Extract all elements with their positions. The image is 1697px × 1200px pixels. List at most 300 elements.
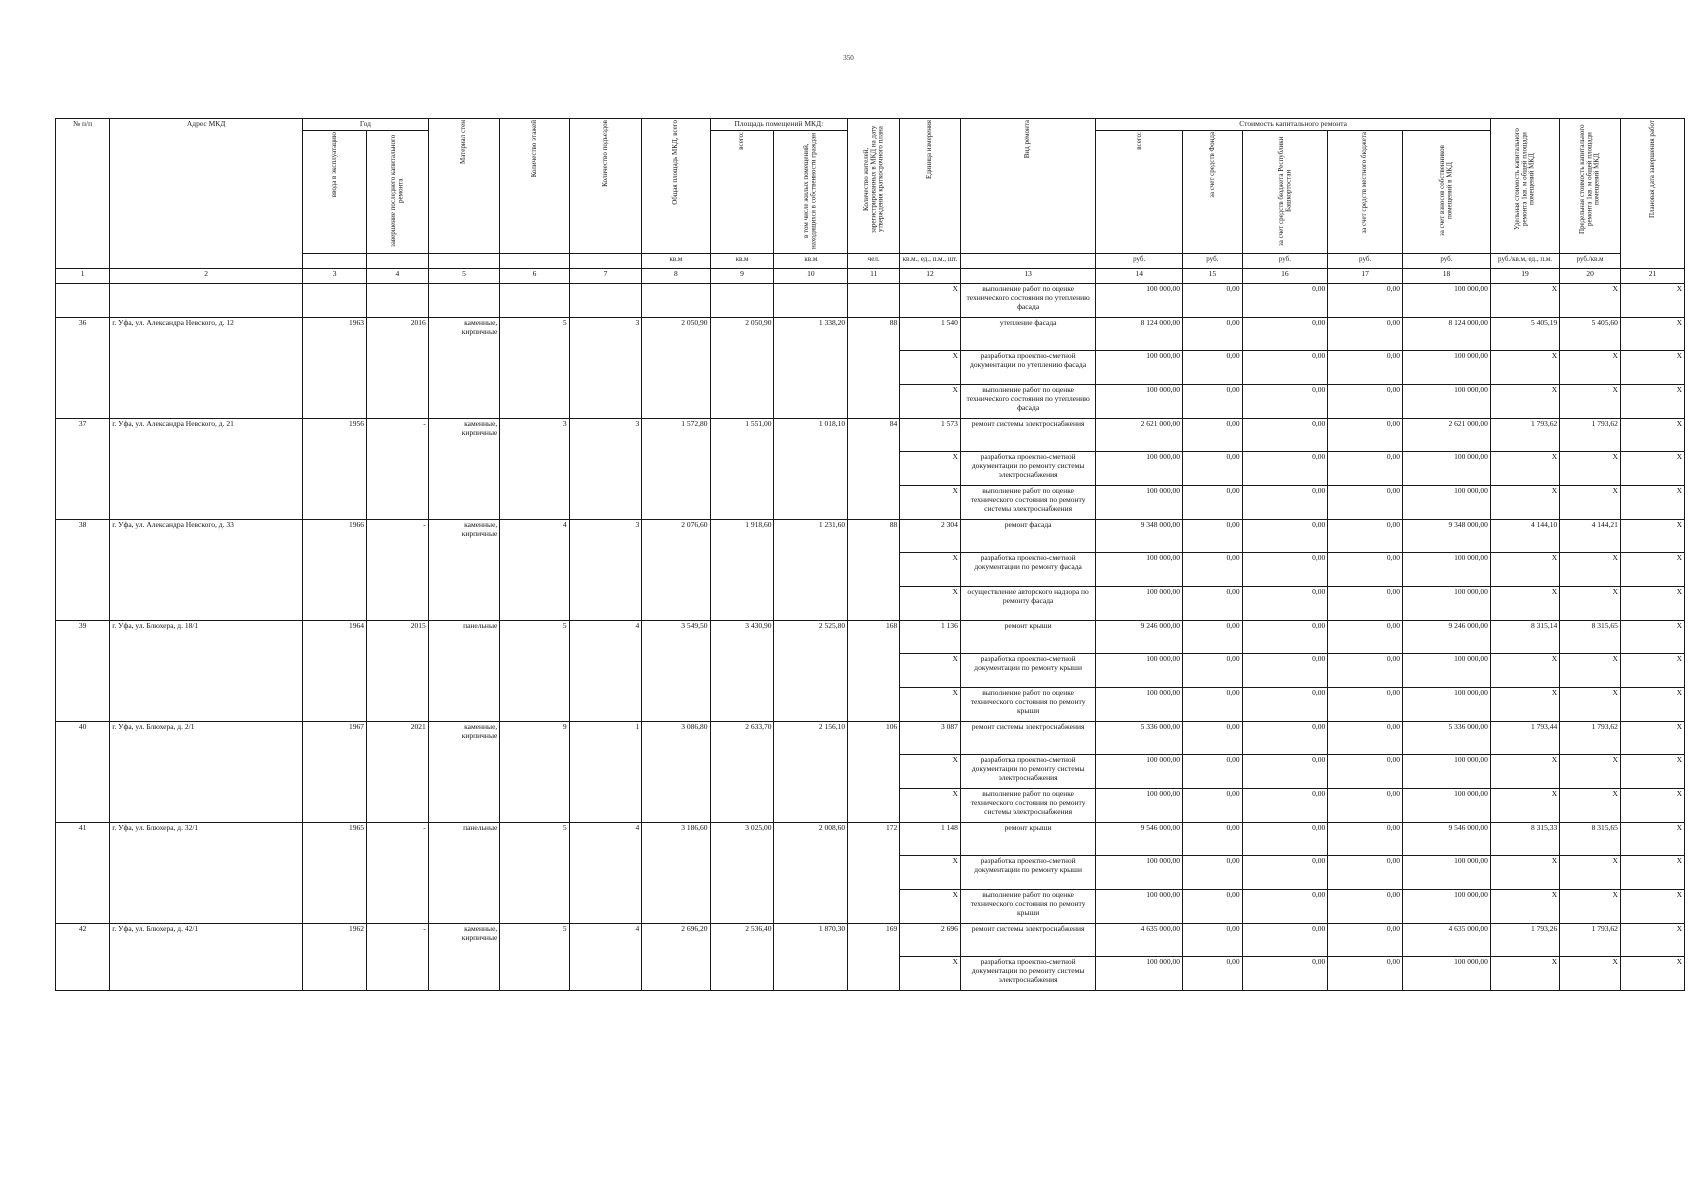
cost-owners-cell: 9 546 000,00 [1403,823,1491,856]
cost-local-cell: 0,00 [1328,385,1403,419]
repair-type-cell: ремонт фасада [960,520,1095,553]
cost-republic-cell: 0,00 [1242,856,1328,890]
premises-total-cell: 1 918,60 [710,520,774,621]
planned-date-cell: X [1620,621,1684,654]
year-last-repair-cell: - [367,823,429,924]
premises-residential-cell: 1 018,10 [774,419,848,520]
cost-local-cell: 0,00 [1328,654,1403,688]
cost-republic-cell: 0,00 [1242,890,1328,924]
unit-amount-cell: 1 540 [900,318,961,351]
entrances-cell: 3 [569,520,642,621]
cost-fund-cell: 0,00 [1183,722,1243,755]
column-number-cell: 6 [500,269,569,284]
cost-owners-cell: 100 000,00 [1403,385,1491,419]
header-premises-total: всего: [710,130,774,254]
header-unit-measure: Единица измерения [900,119,961,254]
cost-local-cell: 0,00 [1328,856,1403,890]
max-cost-cell: X [1560,755,1621,789]
repair-type-cell: выполнение работ по оценке технического состояния по ремонту системы электроснабжения [960,789,1095,823]
table-row [56,284,1685,318]
planned-date-cell: X [1620,587,1684,621]
cost-republic-cell: 0,00 [1242,318,1328,351]
year-last-repair-cell: 2016 [367,318,429,419]
cost-local-cell: 0,00 [1328,587,1403,621]
header-max-cost: Предельная стоимость капитального ремонта 1кв. м общей площади помещений МКД [1560,119,1621,254]
cost-owners-cell: 100 000,00 [1403,351,1491,385]
column-number-cell: 21 [1620,269,1684,284]
unit-cost-cell: X [1490,385,1559,419]
unit-amount-cell: X [900,587,961,621]
repair-type-cell: осуществление авторского надзора по ремонту фасада [960,587,1095,621]
year-last-repair-cell: 2015 [367,621,429,722]
unit-cell: руб. [1096,254,1183,269]
row-number: 42 [56,924,110,991]
wall-material-cell [428,284,500,318]
unit-cost-cell: X [1490,587,1559,621]
cost-republic-cell: 0,00 [1242,351,1328,385]
cost-local-cell: 0,00 [1328,755,1403,789]
max-cost-cell: X [1560,856,1621,890]
premises-total-cell: 2 050,90 [710,318,774,419]
repair-type-cell: выполнение работ по оценке технического состояния по ремонту крыши [960,688,1095,722]
unit-amount-cell: X [900,385,961,419]
column-number-cell: 17 [1328,269,1403,284]
residents-cell: 88 [848,520,900,621]
max-cost-cell: X [1560,688,1621,722]
repair-type-cell: разработка проектно-сметной документации по ремонту крыши [960,654,1095,688]
column-number-cell: 4 [367,269,429,284]
year-last-repair-cell: - [367,419,429,520]
unit-cost-cell: 1 793,62 [1490,419,1559,452]
header-address: Адрес МКД [110,119,303,269]
unit-amount-cell: 3 087 [900,722,961,755]
year-last-repair-cell: 2021 [367,722,429,823]
address-cell [110,284,303,318]
repair-type-cell: разработка проектно-сметной документации по ремонту фасада [960,553,1095,587]
cost-total-cell: 100 000,00 [1096,789,1183,823]
cost-republic-cell: 0,00 [1242,385,1328,419]
wall-material-cell: каменные, кирпичные [428,722,500,823]
year-last-repair-cell [367,284,429,318]
planned-date-cell: X [1620,957,1684,991]
year-commissioning-cell: 1964 [303,621,367,722]
cost-republic-cell: 0,00 [1242,924,1328,957]
address-cell: г. Уфа, ул. Блюхера, д. 32/1 [110,823,303,924]
column-number-cell: 11 [848,269,900,284]
entrances-cell: 1 [569,722,642,823]
unit-cell [367,254,429,269]
cost-fund-cell: 0,00 [1183,385,1243,419]
unit-amount-cell: 2 304 [900,520,961,553]
cost-republic-cell: 0,00 [1242,419,1328,452]
repair-type-cell: ремонт системы электроснабжения [960,924,1095,957]
planned-date-cell: X [1620,856,1684,890]
planned-date-cell: X [1620,284,1684,318]
cost-local-cell: 0,00 [1328,419,1403,452]
cost-republic-cell: 0,00 [1242,486,1328,520]
year-commissioning-cell: 1956 [303,419,367,520]
address-cell: г. Уфа, ул. Блюхера, д. 18/1 [110,621,303,722]
column-number-cell: 9 [710,269,774,284]
header-cost-local: за счет средств местного бюджета [1328,130,1403,254]
cost-fund-cell: 0,00 [1183,755,1243,789]
repair-type-cell: ремонт крыши [960,621,1095,654]
header-cost-group: Стоимость капитального ремонта [1096,119,1491,131]
address-cell: г. Уфа, ул. Блюхера, д. 42/1 [110,924,303,991]
total-area-cell [642,284,710,318]
header-unit-cost: Удельная стоимость капитального ремонта 1кв. м общей площади помещений МКД [1490,119,1559,254]
table-row [56,419,1685,452]
row-number [56,284,110,318]
cost-local-cell: 0,00 [1328,890,1403,924]
header-floors: Количество этажей [500,119,569,254]
unit-amount-cell: 1 148 [900,823,961,856]
cost-total-cell: 8 124 000,00 [1096,318,1183,351]
floors-cell [500,284,569,318]
entrances-cell: 3 [569,318,642,419]
residents-cell: 84 [848,419,900,520]
header-premises-group: Площадь помещений МКД: [710,119,848,131]
premises-total-cell: 2 633,70 [710,722,774,823]
header-repair-type: Вид ремонта [960,119,1095,254]
cost-republic-cell: 0,00 [1242,284,1328,318]
cost-local-cell: 0,00 [1328,688,1403,722]
repair-type-cell: ремонт системы электроснабжения [960,419,1095,452]
unit-cell: руб. [1403,254,1491,269]
max-cost-cell: X [1560,486,1621,520]
planned-date-cell: X [1620,890,1684,924]
table-row [56,318,1685,351]
cost-total-cell: 4 635 000,00 [1096,924,1183,957]
premises-residential-cell: 1 338,20 [774,318,848,419]
repair-type-cell: выполнение работ по оценке технического состояния по ремонту системы электроснабжения [960,486,1095,520]
page-number: 350 [843,54,854,62]
cost-owners-cell: 5 336 000,00 [1403,722,1491,755]
unit-amount-cell: X [900,486,961,520]
address-cell: г. Уфа, ул. Александра Невского, д. 12 [110,318,303,419]
header-cost-fund: за счет средств Фонда [1183,130,1243,254]
cost-local-cell: 0,00 [1328,924,1403,957]
cost-total-cell: 100 000,00 [1096,856,1183,890]
premises-residential-cell: 2 008,60 [774,823,848,924]
unit-cell: руб. [1328,254,1403,269]
cost-local-cell: 0,00 [1328,318,1403,351]
year-last-repair-cell: - [367,924,429,991]
planned-date-cell: X [1620,419,1684,452]
max-cost-cell: X [1560,654,1621,688]
repair-type-cell: выполнение работ по оценке технического состояния по утеплению фасада [960,284,1095,318]
unit-cost-cell: X [1490,755,1559,789]
address-cell: г. Уфа, ул. Александра Невского, д. 33 [110,520,303,621]
table-row [56,924,1685,957]
unit-cell: руб./кв.м, ед., п.м. [1490,254,1559,269]
unit-amount-cell: X [900,957,961,991]
cost-owners-cell: 100 000,00 [1403,789,1491,823]
repair-type-cell: выполнение работ по оценке технического состояния по ремонту крыши [960,890,1095,924]
max-cost-cell: 4 144,21 [1560,520,1621,553]
planned-date-cell: X [1620,452,1684,486]
repair-type-cell: ремонт системы электроснабжения [960,722,1095,755]
cost-total-cell: 100 000,00 [1096,486,1183,520]
planned-date-cell: X [1620,823,1684,856]
cost-republic-cell: 0,00 [1242,553,1328,587]
max-cost-cell: 5 405,60 [1560,318,1621,351]
unit-cost-cell: 5 405,19 [1490,318,1559,351]
unit-cost-cell: X [1490,351,1559,385]
cost-total-cell: 2 621 000,00 [1096,419,1183,452]
cost-owners-cell: 9 246 000,00 [1403,621,1491,654]
wall-material-cell: каменные, кирпичные [428,924,500,991]
unit-amount-cell: 1 573 [900,419,961,452]
residents-cell: 169 [848,924,900,991]
cost-republic-cell: 0,00 [1242,957,1328,991]
unit-cost-cell: X [1490,654,1559,688]
floors-cell: 9 [500,722,569,823]
cost-owners-cell: 100 000,00 [1403,587,1491,621]
cost-fund-cell: 0,00 [1183,419,1243,452]
planned-date-cell: X [1620,385,1684,419]
unit-cell: руб. [1183,254,1243,269]
cost-fund-cell: 0,00 [1183,587,1243,621]
column-numbers-row [56,269,1685,284]
max-cost-cell: 1 793,62 [1560,419,1621,452]
total-area-cell: 3 549,50 [642,621,710,722]
cost-local-cell: 0,00 [1328,789,1403,823]
unit-cost-cell: X [1490,789,1559,823]
unit-cell: чел. [848,254,900,269]
cost-owners-cell: 9 348 000,00 [1403,520,1491,553]
cost-owners-cell: 100 000,00 [1403,957,1491,991]
cost-owners-cell: 100 000,00 [1403,553,1491,587]
floors-cell: 4 [500,520,569,621]
total-area-cell: 2 696,20 [642,924,710,991]
cost-owners-cell: 100 000,00 [1403,486,1491,520]
max-cost-cell: X [1560,385,1621,419]
unit-amount-cell: X [900,284,961,318]
unit-cell [500,254,569,269]
premises-residential-cell [774,284,848,318]
residents-cell: 88 [848,318,900,419]
unit-amount-cell: X [900,890,961,924]
unit-cell [960,254,1095,269]
header-cost-total: всего: [1096,130,1183,254]
total-area-cell: 2 076,60 [642,520,710,621]
floors-cell: 5 [500,318,569,419]
repair-type-cell: разработка проектно-сметной документации по ремонту системы электроснабжения [960,755,1095,789]
residents-cell: 168 [848,621,900,722]
planned-date-cell: X [1620,351,1684,385]
planned-date-cell: X [1620,553,1684,587]
premises-residential-cell: 1 231,60 [774,520,848,621]
unit-cost-cell: X [1490,284,1559,318]
cost-fund-cell: 0,00 [1183,318,1243,351]
cost-fund-cell: 0,00 [1183,553,1243,587]
max-cost-cell: X [1560,553,1621,587]
header-planned-date: Плановая дата завершения работ [1620,119,1684,269]
max-cost-cell: X [1560,284,1621,318]
cost-republic-cell: 0,00 [1242,654,1328,688]
unit-amount-cell: 2 696 [900,924,961,957]
cost-owners-cell: 100 000,00 [1403,856,1491,890]
cost-republic-cell: 0,00 [1242,823,1328,856]
planned-date-cell: X [1620,924,1684,957]
floors-cell: 5 [500,823,569,924]
cost-republic-cell: 0,00 [1242,755,1328,789]
cost-owners-cell: 100 000,00 [1403,688,1491,722]
cost-fund-cell: 0,00 [1183,688,1243,722]
repair-type-cell: утепление фасада [960,318,1095,351]
cost-local-cell: 0,00 [1328,452,1403,486]
entrances-cell: 4 [569,924,642,991]
entrances-cell: 4 [569,621,642,722]
planned-date-cell: X [1620,789,1684,823]
header-residents: Количество жителей, зарегистрированных в МКД на дату утверждения краткосрочного плана [848,119,900,254]
planned-date-cell: X [1620,520,1684,553]
header-year-commissioning: ввода в эксплуатацию [303,130,367,254]
column-number-cell: 1 [56,269,110,284]
cost-local-cell: 0,00 [1328,722,1403,755]
cost-owners-cell: 100 000,00 [1403,755,1491,789]
wall-material-cell: панельные [428,621,500,722]
cost-total-cell: 100 000,00 [1096,553,1183,587]
capital-repair-table [55,118,1685,991]
entrances-cell [569,284,642,318]
cost-fund-cell: 0,00 [1183,856,1243,890]
row-number: 37 [56,419,110,520]
floors-cell: 5 [500,621,569,722]
column-number-cell: 5 [428,269,500,284]
premises-total-cell: 3 025,00 [710,823,774,924]
cost-fund-cell: 0,00 [1183,520,1243,553]
max-cost-cell: X [1560,452,1621,486]
row-number: 38 [56,520,110,621]
max-cost-cell: 1 793,62 [1560,924,1621,957]
unit-cell: кв.м., ед., п.м., шт. [900,254,961,269]
unit-cost-cell: X [1490,957,1559,991]
cost-fund-cell: 0,00 [1183,351,1243,385]
unit-cost-cell: X [1490,688,1559,722]
premises-total-cell: 3 430,90 [710,621,774,722]
table-body [56,284,1685,991]
cost-total-cell: 9 348 000,00 [1096,520,1183,553]
unit-cell: руб./кв.м [1560,254,1621,269]
cost-total-cell: 100 000,00 [1096,654,1183,688]
max-cost-cell: X [1560,789,1621,823]
unit-amount-cell: X [900,452,961,486]
planned-date-cell: X [1620,486,1684,520]
unit-amount-cell: X [900,856,961,890]
unit-cost-cell: X [1490,486,1559,520]
unit-cell [569,254,642,269]
planned-date-cell: X [1620,318,1684,351]
entrances-cell: 4 [569,823,642,924]
cost-republic-cell: 0,00 [1242,789,1328,823]
repair-type-cell: выполнение работ по оценке технического состояния по утеплению фасада [960,385,1095,419]
cost-fund-cell: 0,00 [1183,621,1243,654]
unit-cell [303,254,367,269]
row-number: 41 [56,823,110,924]
premises-residential-cell: 2 525,80 [774,621,848,722]
cost-local-cell: 0,00 [1328,351,1403,385]
unit-cell: руб. [1242,254,1328,269]
unit-cost-cell: 4 144,10 [1490,520,1559,553]
max-cost-cell: 8 315,65 [1560,823,1621,856]
column-number-cell: 2 [110,269,303,284]
header-wall-material: Материал стен [428,119,500,254]
column-number-cell: 15 [1183,269,1243,284]
address-cell: г. Уфа, ул. Блюхера, д. 2/1 [110,722,303,823]
header-cost-owners: за счет взносов собственников помещений в МКД [1403,130,1491,254]
cost-total-cell: 100 000,00 [1096,890,1183,924]
repair-type-cell: разработка проектно-сметной документации по ремонту крыши [960,856,1095,890]
repair-type-cell: разработка проектно-сметной документации по ремонту системы электроснабжения [960,452,1095,486]
unit-cost-cell: 8 315,14 [1490,621,1559,654]
cost-fund-cell: 0,00 [1183,284,1243,318]
header-year-last-repair: завершение последнего капитального ремонта [367,130,429,254]
cost-local-cell: 0,00 [1328,823,1403,856]
unit-amount-cell: X [900,789,961,823]
unit-amount-cell: X [900,688,961,722]
cost-republic-cell: 0,00 [1242,688,1328,722]
unit-amount-cell: X [900,654,961,688]
year-commissioning-cell: 1965 [303,823,367,924]
total-area-cell: 1 572,80 [642,419,710,520]
cost-republic-cell: 0,00 [1242,621,1328,654]
column-number-cell: 7 [569,269,642,284]
planned-date-cell: X [1620,755,1684,789]
max-cost-cell: X [1560,890,1621,924]
planned-date-cell: X [1620,654,1684,688]
max-cost-cell: X [1560,587,1621,621]
cost-owners-cell: 8 124 000,00 [1403,318,1491,351]
cost-total-cell: 100 000,00 [1096,957,1183,991]
unit-cost-cell: X [1490,452,1559,486]
unit-cell: кв.м [774,254,848,269]
row-number: 39 [56,621,110,722]
year-commissioning-cell: 1962 [303,924,367,991]
cost-republic-cell: 0,00 [1242,452,1328,486]
row-number: 40 [56,722,110,823]
premises-total-cell: 1 551,00 [710,419,774,520]
column-number-cell: 20 [1560,269,1621,284]
cost-fund-cell: 0,00 [1183,789,1243,823]
cost-total-cell: 100 000,00 [1096,587,1183,621]
cost-fund-cell: 0,00 [1183,654,1243,688]
unit-cost-cell: X [1490,553,1559,587]
cost-fund-cell: 0,00 [1183,957,1243,991]
cost-republic-cell: 0,00 [1242,722,1328,755]
wall-material-cell: каменные, кирпичные [428,520,500,621]
total-area-cell: 3 186,60 [642,823,710,924]
cost-owners-cell: 100 000,00 [1403,654,1491,688]
capital-repair-table-sheet [55,118,1685,991]
premises-total-cell: 2 536,40 [710,924,774,991]
cost-total-cell: 100 000,00 [1096,351,1183,385]
cost-owners-cell: 2 621 000,00 [1403,419,1491,452]
cost-total-cell: 100 000,00 [1096,284,1183,318]
year-commissioning-cell: 1966 [303,520,367,621]
table-row [56,823,1685,856]
cost-owners-cell: 4 635 000,00 [1403,924,1491,957]
cost-total-cell: 9 546 000,00 [1096,823,1183,856]
column-number-cell: 19 [1490,269,1559,284]
cost-total-cell: 100 000,00 [1096,385,1183,419]
cost-owners-cell: 100 000,00 [1403,284,1491,318]
column-number-cell: 8 [642,269,710,284]
planned-date-cell: X [1620,688,1684,722]
cost-fund-cell: 0,00 [1183,924,1243,957]
cost-total-cell: 100 000,00 [1096,755,1183,789]
